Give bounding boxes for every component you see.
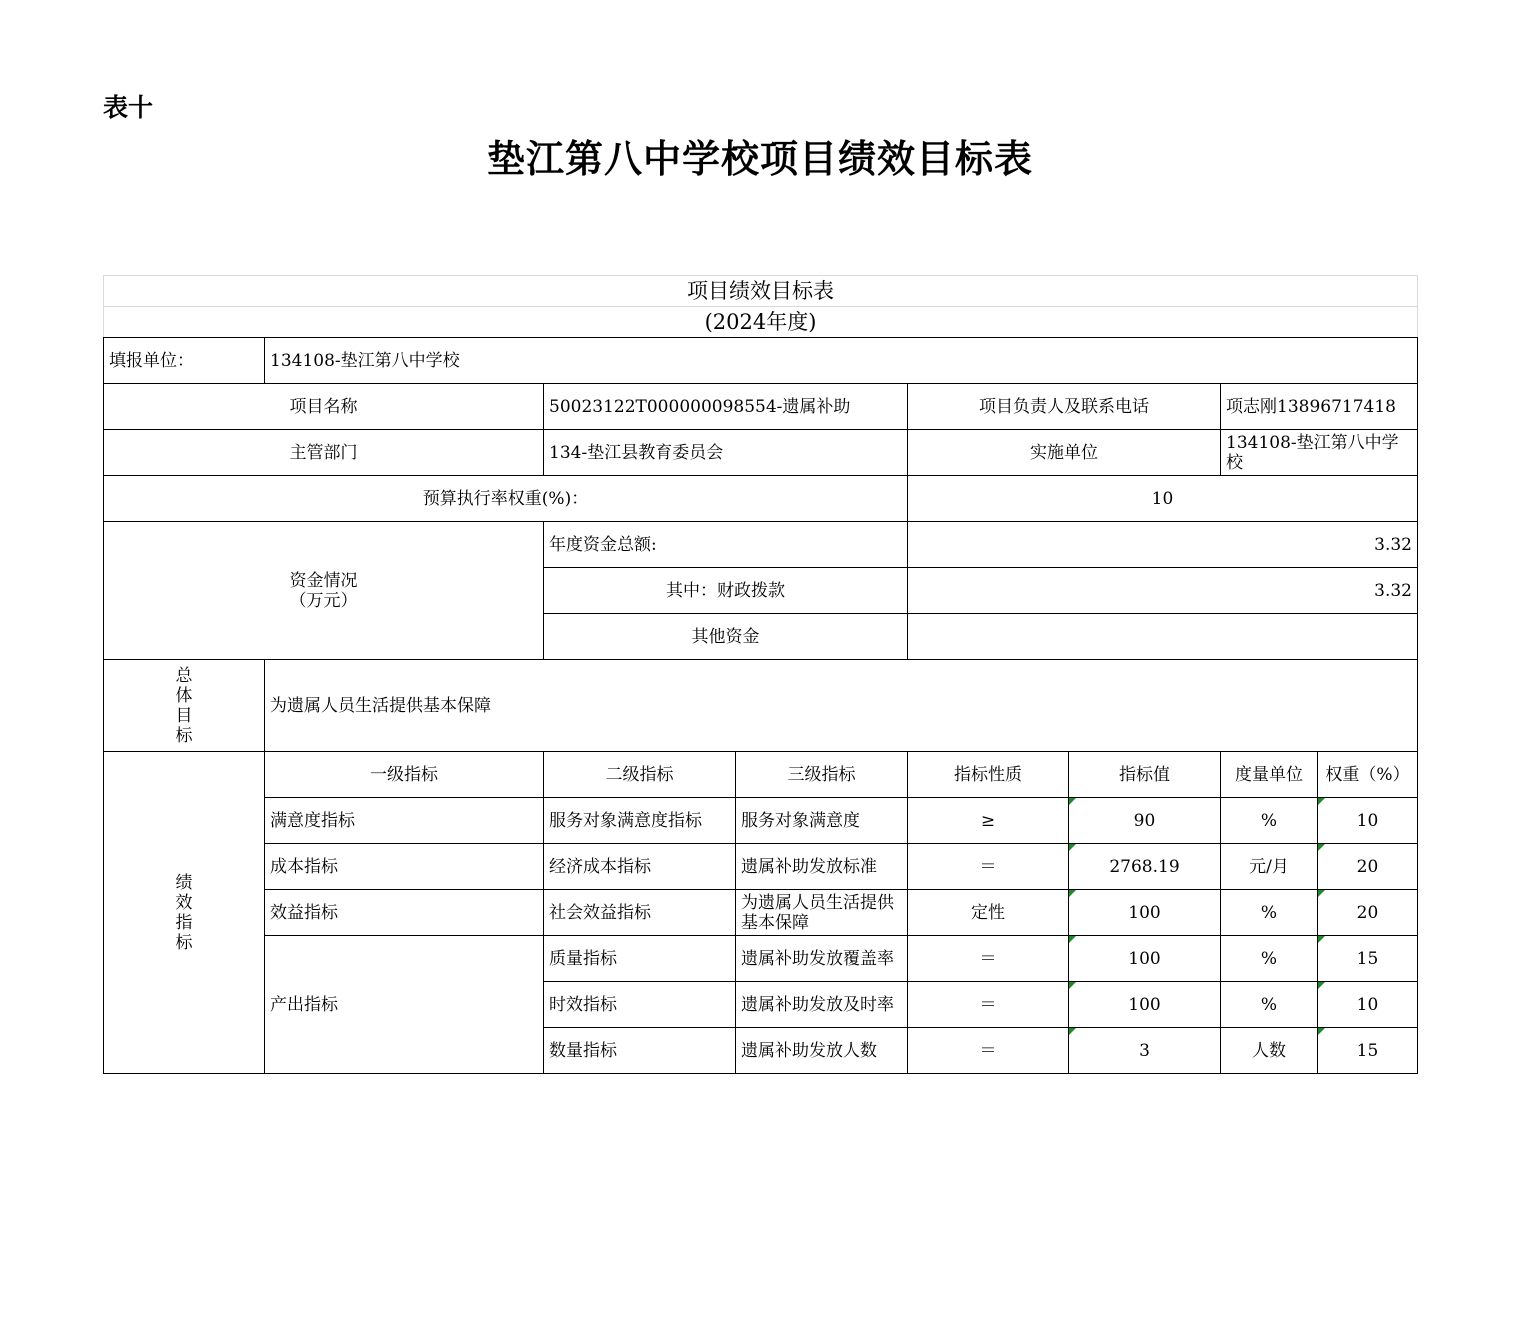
budget-weight-label: 预算执行率权重(%)： bbox=[104, 476, 908, 522]
table-row bbox=[104, 890, 1418, 936]
level2-cell: 经济成本指标 bbox=[544, 844, 736, 890]
column-header: 指标性质 bbox=[908, 752, 1069, 798]
funds-label-line2: （万元） bbox=[289, 590, 358, 611]
column-header: 二级指标 bbox=[544, 752, 736, 798]
unit-cell: 元/月 bbox=[1221, 844, 1318, 890]
weight-cell: 20 bbox=[1318, 890, 1418, 936]
level2-cell: 质量指标 bbox=[544, 936, 736, 982]
annual-total-label: 年度资金总额: bbox=[544, 522, 908, 568]
dept-label: 主管部门 bbox=[104, 430, 544, 476]
weight-cell: 20 bbox=[1318, 844, 1418, 890]
unit-cell: % bbox=[1221, 936, 1318, 982]
level2-cell: 社会效益指标 bbox=[544, 890, 736, 936]
level3-cell: 遗属补助发放人数 bbox=[736, 1028, 908, 1074]
level2-cell: 服务对象满意度指标 bbox=[544, 798, 736, 844]
unit-cell: 人数 bbox=[1221, 1028, 1318, 1074]
other-funds-value bbox=[908, 614, 1418, 660]
impl-unit-value: 134108-垫江第八中学校 bbox=[1221, 430, 1418, 476]
fiscal-value: 3.32 bbox=[908, 568, 1418, 614]
value-cell: 2768.19 bbox=[1069, 844, 1221, 890]
weight-cell: 15 bbox=[1318, 936, 1418, 982]
budget-weight-value: 10 bbox=[908, 476, 1418, 522]
level1-cell: 效益指标 bbox=[265, 890, 544, 936]
table-header-year: (2024年度) bbox=[104, 307, 1418, 338]
level3-cell: 为遗属人员生活提供基本保障 bbox=[736, 890, 908, 936]
project-name-label: 项目名称 bbox=[104, 384, 544, 430]
column-header: 三级指标 bbox=[736, 752, 908, 798]
table-row bbox=[104, 798, 1418, 844]
value-cell: 100 bbox=[1069, 936, 1221, 982]
weight-cell: 10 bbox=[1318, 982, 1418, 1028]
level3-cell: 遗属补助发放标准 bbox=[736, 844, 908, 890]
project-name-value: 50023122T000000098554-遗属补助 bbox=[544, 384, 908, 430]
level1-cell: 满意度指标 bbox=[265, 798, 544, 844]
funds-label-line1: 资金情况 bbox=[289, 570, 358, 591]
dept-value: 134-垫江县教育委员会 bbox=[544, 430, 908, 476]
level1-cell: 产出指标 bbox=[265, 936, 544, 1074]
level1-cell: 成本指标 bbox=[265, 844, 544, 890]
performance-indicators-label: 绩 效 指 标 bbox=[104, 752, 265, 1074]
nature-cell: 定性 bbox=[908, 890, 1069, 936]
nature-cell: ＝ bbox=[908, 936, 1069, 982]
funds-label bbox=[104, 522, 544, 660]
column-header: 一级指标 bbox=[265, 752, 544, 798]
column-header: 权重（%） bbox=[1318, 752, 1418, 798]
unit-cell: % bbox=[1221, 982, 1318, 1028]
value-cell: 100 bbox=[1069, 982, 1221, 1028]
nature-cell: ＝ bbox=[908, 1028, 1069, 1074]
level2-cell: 时效指标 bbox=[544, 982, 736, 1028]
value-cell: 3 bbox=[1069, 1028, 1221, 1074]
value-cell: 100 bbox=[1069, 890, 1221, 936]
table-row bbox=[104, 844, 1418, 890]
overall-goal-value: 为遗属人员生活提供基本保障 bbox=[265, 660, 1418, 752]
nature-cell: ≥ bbox=[908, 798, 1069, 844]
sheet-label: 表十 bbox=[103, 93, 154, 122]
table-row bbox=[104, 936, 1418, 982]
unit-cell: % bbox=[1221, 798, 1318, 844]
reporting-unit-value: 134108-垫江第八中学校 bbox=[265, 338, 1418, 384]
performance-goal-table bbox=[103, 275, 1418, 1074]
nature-cell: ＝ bbox=[908, 982, 1069, 1028]
column-header: 指标值 bbox=[1069, 752, 1221, 798]
level3-cell: 遗属补助发放覆盖率 bbox=[736, 936, 908, 982]
contact-label: 项目负责人及联系电话 bbox=[908, 384, 1221, 430]
other-funds-label: 其他资金 bbox=[544, 614, 908, 660]
annual-total-value: 3.32 bbox=[908, 522, 1418, 568]
level2-cell: 数量指标 bbox=[544, 1028, 736, 1074]
overall-goal-label: 总 体 目 标 bbox=[104, 660, 265, 752]
level3-cell: 遗属补助发放及时率 bbox=[736, 982, 908, 1028]
column-header: 度量单位 bbox=[1221, 752, 1318, 798]
impl-unit-label: 实施单位 bbox=[908, 430, 1221, 476]
table-header-title: 项目绩效目标表 bbox=[104, 276, 1418, 307]
unit-cell: % bbox=[1221, 890, 1318, 936]
weight-cell: 10 bbox=[1318, 798, 1418, 844]
weight-cell: 15 bbox=[1318, 1028, 1418, 1074]
reporting-unit-label: 填报单位： bbox=[104, 338, 265, 384]
page-title: 垫江第八中学校项目绩效目标表 bbox=[486, 136, 1033, 181]
contact-value: 项志刚13896717418 bbox=[1221, 384, 1418, 430]
level3-cell: 服务对象满意度 bbox=[736, 798, 908, 844]
nature-cell: ＝ bbox=[908, 844, 1069, 890]
value-cell: 90 bbox=[1069, 798, 1221, 844]
fiscal-label: 其中：财政拨款 bbox=[544, 568, 908, 614]
